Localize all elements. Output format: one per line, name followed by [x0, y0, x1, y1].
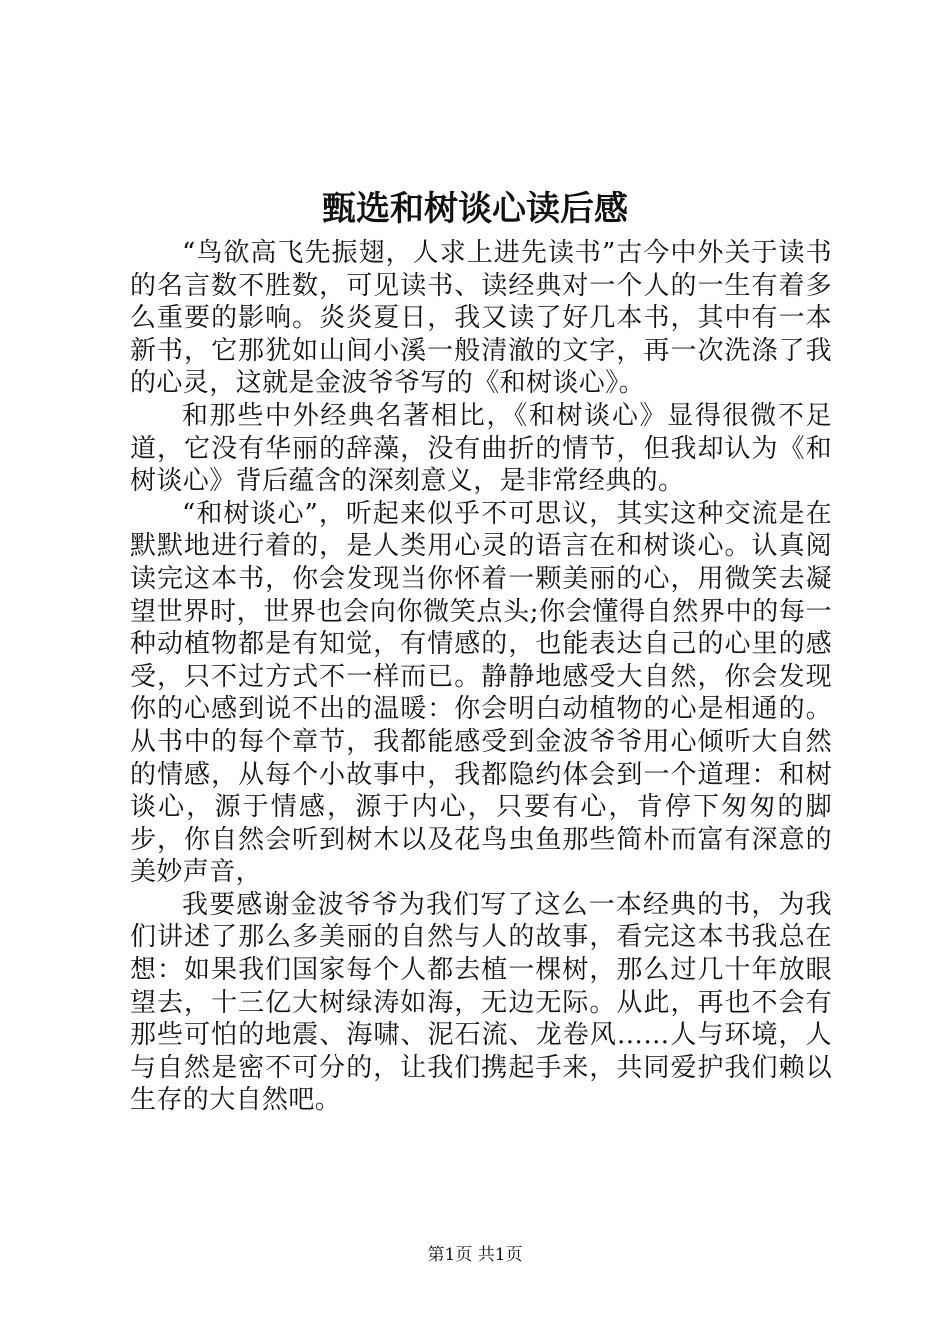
- paragraph-3: “和树谈心”，听起来似乎不可思议，其实这种交流是在默默地进行着的，是人类用心灵的语言在和树谈心。认真阅读完这本书，你会发现当你怀着一颗美丽的心，用微笑去凝望世界时，世界也会向你微笑点头;你会懂得自然界中的每一种动植物都是有知觉，有情感的，也能表达自己的心里的感受，只不过方式不一样而已。静静地感受大自然，你会发现你的心感到说不出的温暖：你会明白动植物的心是相通的。从书中的每个章节，我都能感受到金波爷爷用心倾听大自然的情感，从每个小故事中，我都隐约体会到一个道理：和树谈心，源于情感，源于内心，只要有心，肯停下匆匆的脚步，你自然会听到树木以及花鸟虫鱼那些简朴而富有深意的美妙声音，: [130, 498, 832, 888]
- paragraph-1: “鸟欲高飞先振翅，人求上进先读书”古今中外关于读书的名言数不胜数，可见读书、读经典对一个人的一生有着多么重要的影响。炎炎夏日，我又读了好几本书，其中有一本新书，它那犹如山间小溪一般清澈的文字，再一次洗涤了我的心灵，这就是金波爷爷写的《和树谈心》。: [130, 238, 832, 399]
- document-title: 甄选和树谈心读后感: [322, 189, 628, 229]
- paragraph-4: 我要感谢金波爷爷为我们写了这么一本经典的书，为我们讲述了那么多美丽的自然与人的故事，看完这本书我总在想：如果我们国家每个人都去植一棵树，那么过几十年放眼望去，十三亿大树绿涛如海，无边无际。从此，再也不会有那些可怕的地震、海啸、泥石流、龙卷风……人与环境，人与自然是密不可分的，让我们携起手来，共同爱护我们赖以生存的大自然吧。: [130, 889, 832, 1116]
- document-body: [130, 237, 832, 1117]
- page-footer: 第1页 共1页: [427, 1245, 523, 1265]
- paragraph-2: 和那些中外经典名著相比，《和树谈心》显得很微不足道，它没有华丽的辞藻，没有曲折的情节，但我却认为《和树谈心》背后蕴含的深刻意义，是非常经典的。: [130, 400, 832, 497]
